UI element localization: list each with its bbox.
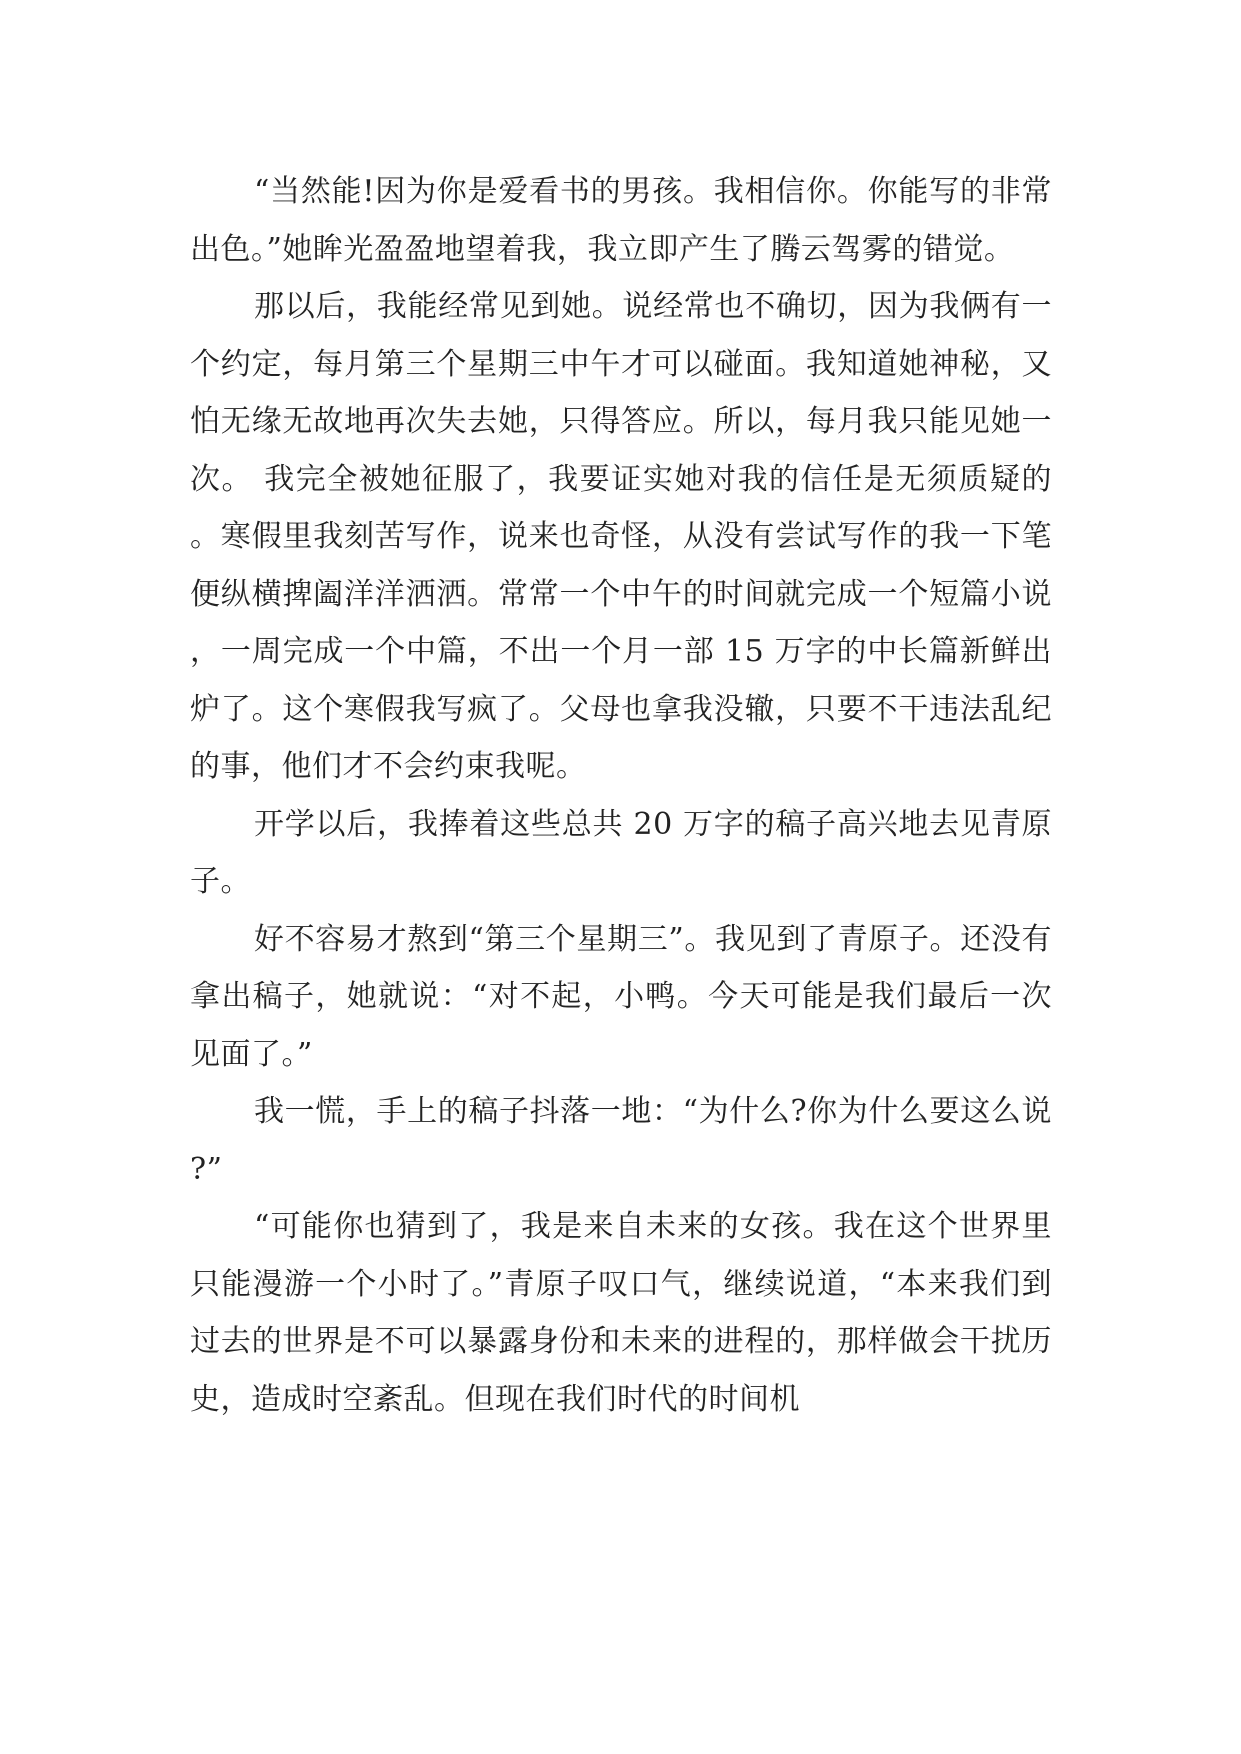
paragraph-3: 开学以后，我捧着这些总共 20 万字的稿子高兴地去见青原子。 [190, 806, 1052, 899]
paragraph-6: “可能你也猜到了，我是来自未来的女孩。我在这个世界里只能漫游一个小时了。”青原子叹口气，继续说道，“本来我们到过去的世界是不可以暴露身份和未来的进程的，那样做会干扰历史，造成时空紊乱。但现在我们时代的时间机 [190, 1209, 1052, 1417]
paragraph-1: “当然能!因为你是爱看书的男孩。我相信你。你能写的非常出色。”她眸光盈盈地望着我，我立即产生了腾云驾雾的错觉。 [190, 174, 1052, 267]
paragraph-2: 那以后，我能经常见到她。说经常也不确切，因为我俩有一个约定，每月第三个星期三中午才可以碰面。我知道她神秘，又怕无缘无故地再次失去她，只得答应。所以，每月我只能见她一次。 我完全被她征服了，我要证实她对我的信任是无须质疑的。寒假里我刻苦写作，说来也奇怪，从没有尝试写作的我一下笔便纵横捭阖洋洋洒洒。常常一个中午的时间就完成一个短篇小说，一周完成一个中篇，不出一个月一部 15 万字的中长篇新鲜出炉了。这个寒假我写疯了。父母也拿我没辙，只要不干违法乱纪的事，他们才不会约束我呢。 [190, 289, 1052, 784]
body-text [190, 163, 1052, 1428]
paragraph-4: 好不容易才熬到“第三个星期三”。我见到了青原子。还没有拿出稿子，她就说：“对不起，小鸭。今天可能是我们最后一次见面了。” [190, 921, 1052, 1072]
paragraph-5: 我一慌，手上的稿子抖落一地：“为什么?你为什么要这么说?” [190, 1094, 1052, 1187]
